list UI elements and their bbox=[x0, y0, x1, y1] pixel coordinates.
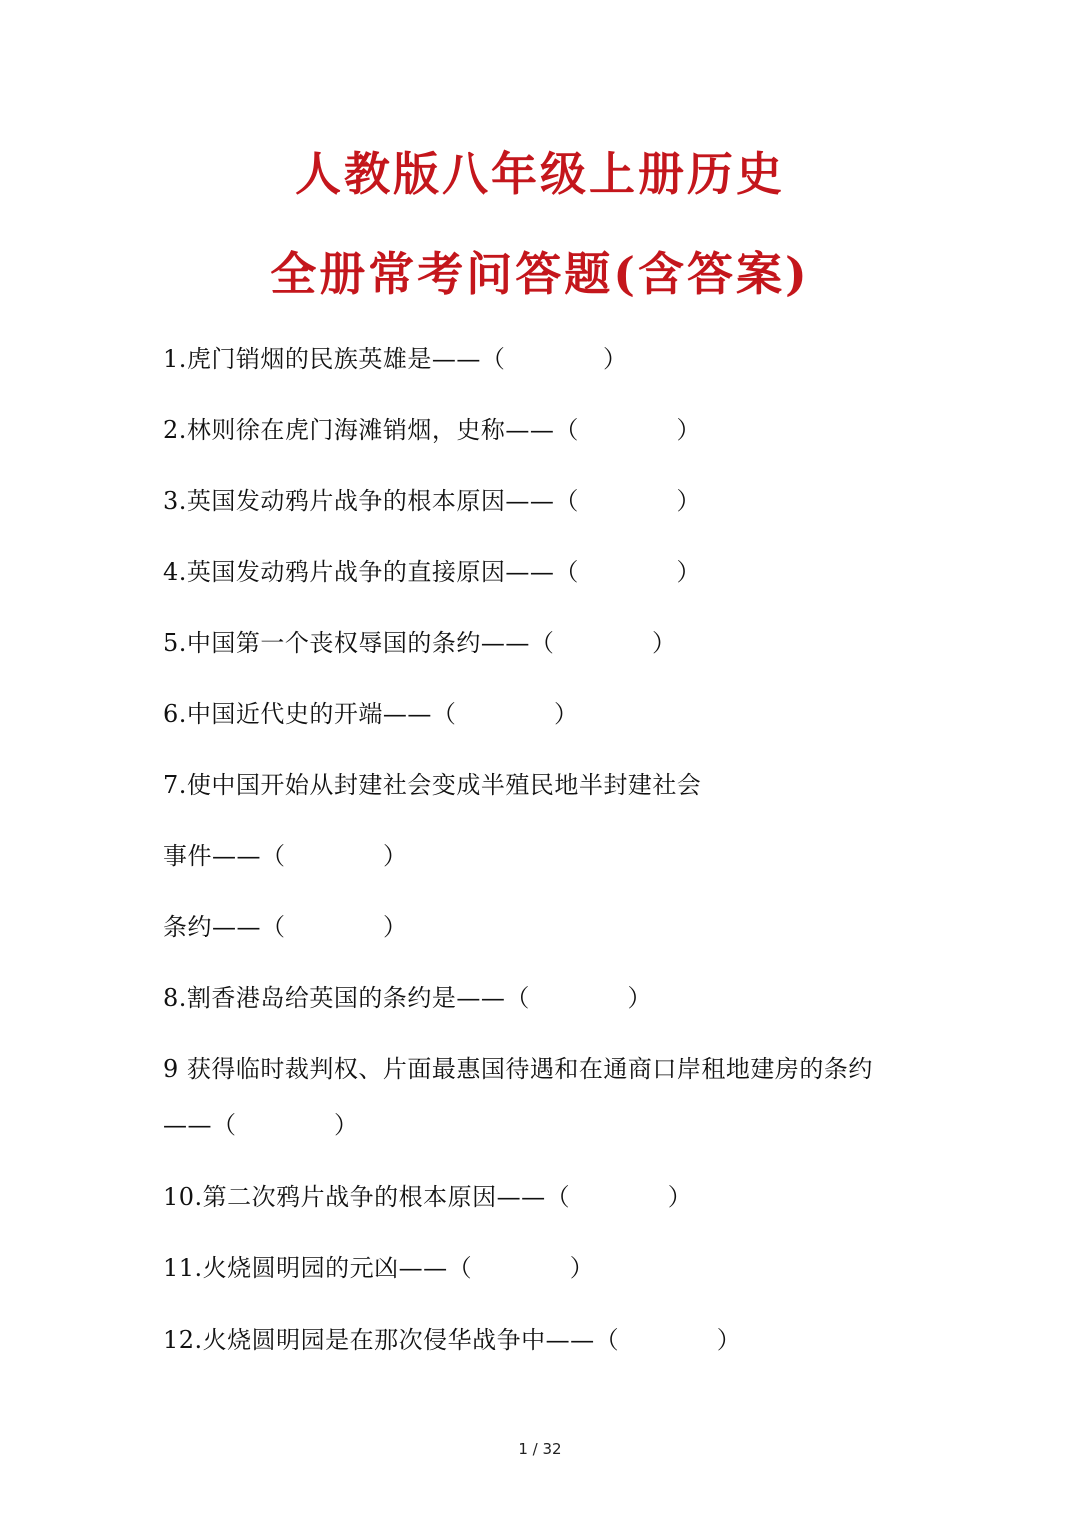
question-line: ——（ ） bbox=[163, 1111, 359, 1139]
question-line: 11.火烧圆明园的元凶——（ ） bbox=[163, 1254, 595, 1282]
question-line: 10.第二次鸦片战争的根本原因——（ ） bbox=[163, 1183, 693, 1211]
question-line: 7.使中国开始从封建社会变成半殖民地半封建社会 bbox=[163, 771, 702, 799]
question-line: 3.英国发动鸦片战争的根本原因——（ ） bbox=[163, 487, 701, 515]
question-line: 1.虎门销烟的民族英雄是——（ ） bbox=[163, 345, 628, 373]
question-line: 事件——（ ） bbox=[163, 842, 408, 870]
document-title-line-1: 人教版八年级上册历史 bbox=[295, 147, 785, 201]
question-line: 6.中国近代史的开端——（ ） bbox=[163, 700, 579, 728]
question-line: 2.林则徐在虎门海滩销烟，史称——（ ） bbox=[163, 416, 701, 444]
question-line: 8.割香港岛给英国的条约是——（ ） bbox=[163, 984, 652, 1012]
question-line: 9 获得临时裁判权、片面最惠国待遇和在通商口岸租地建房的条约 bbox=[163, 1055, 873, 1083]
question-line: 4.英国发动鸦片战争的直接原因——（ ） bbox=[163, 558, 701, 586]
question-line: 条约——（ ） bbox=[163, 913, 408, 941]
page-number: 1 / 32 bbox=[518, 1440, 562, 1458]
question-line: 12.火烧圆明园是在那次侵华战争中——（ ） bbox=[163, 1326, 742, 1354]
question-line: 5.中国第一个丧权辱国的条约——（ ） bbox=[163, 629, 677, 657]
document-title-line-2: 全册常考问答题(含答案) bbox=[270, 247, 810, 301]
